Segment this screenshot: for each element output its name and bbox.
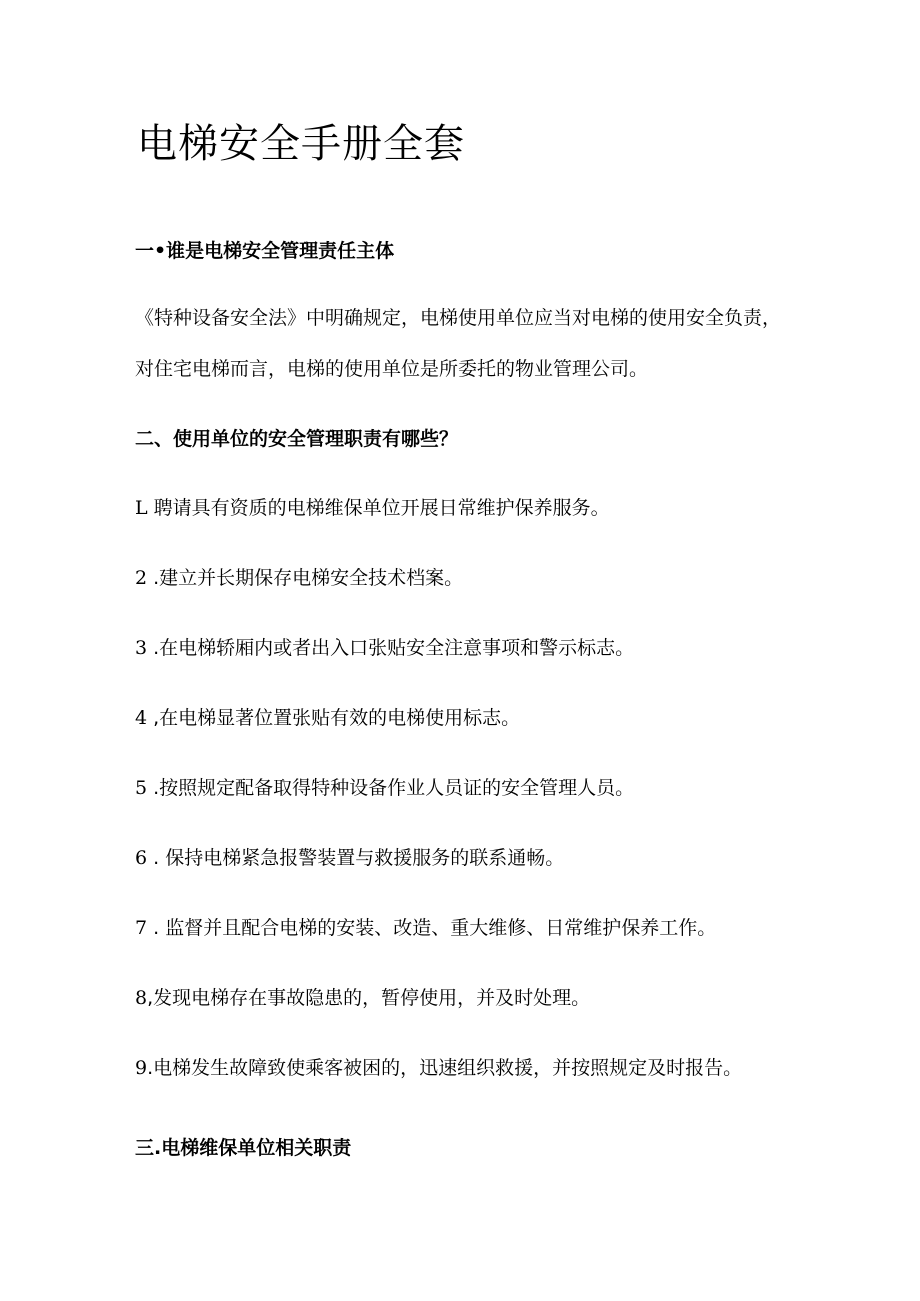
list-item-text: .电梯发生故障致使乘客被困的，迅速组织救援，并按照规定及时报告。 [147,1057,743,1079]
list-item [135,563,463,590]
list-item [135,983,590,1010]
list-item-number: 7 [135,917,154,939]
list-item-text: ,发现电梯存在事故隐患的，暂停使用，并及时处理。 [147,987,591,1009]
document-title: 电梯安全手册全套 [137,121,465,167]
list-item-number: 3 [135,637,154,659]
section-3-heading: 三.电梯维保单位相关职责 [135,1137,352,1159]
list-item-text: 聘请具有资质的电梯维保单位开展日常维护保养服务。 [153,497,610,519]
section-1-paragraph: 《特种设备安全法》中明确规定，电梯使用单位应当对电梯的使用安全负责，对住宅电梯而言，电梯的使用单位是所委托的物业管理公司。 [135,307,782,380]
section-1-heading: 一•谁是电梯安全管理责任主体 [135,240,395,262]
list-item-text: .建立并长期保存电梯安全技术档案。 [153,567,464,589]
list-item-number: L [135,497,154,519]
list-item-number: 9 [135,1057,148,1079]
list-item [135,773,634,800]
list-item-number: 8 [135,987,148,1009]
list-item-text: ,在电梯显著位置张贴有效的电梯使用标志。 [153,707,521,729]
list-item-text: . 保持电梯紧急报警装置与救援服务的联系通畅。 [153,847,565,869]
list-item-text: .在电梯轿厢内或者出入口张贴安全注意事项和警示标志。 [153,637,635,659]
list-item-number: 4 [135,707,154,729]
list-item-number: 6 [135,847,154,869]
list-item-text: . 监督并且配合电梯的安装、改造、重大维修、日常维护保养工作。 [153,917,717,939]
list-item [135,703,520,730]
list-item-text: .按照规定配备取得特种设备作业人员证的安全管理人员。 [153,777,635,799]
list-item-number: 2 [135,567,154,589]
list-item-number: 5 [135,777,154,799]
list-item [135,1053,742,1080]
list-item [135,843,564,870]
list-item [135,633,634,660]
list-item [135,913,716,940]
list-item [135,493,610,520]
section-2-heading: 二、使用单位的安全管理职责有哪些？ [135,428,459,450]
